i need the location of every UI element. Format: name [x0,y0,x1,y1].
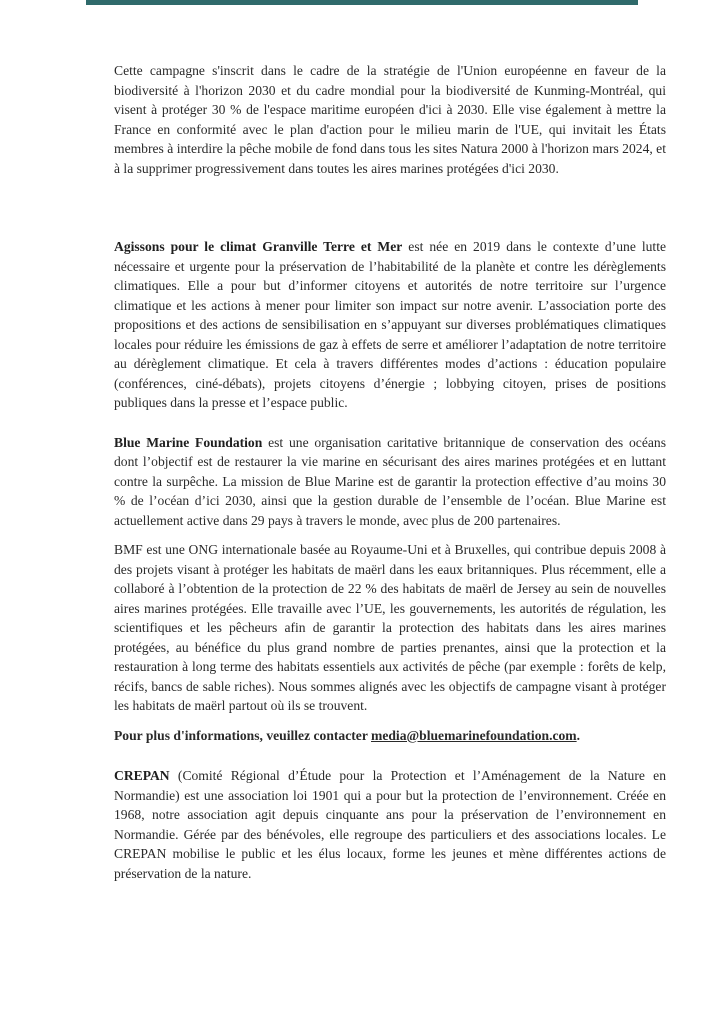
contact-email-link[interactable]: media@bluemarinefoundation.com [371,727,577,743]
paragraph-blue-marine-text: est une organisation caritative britannique de conservation des océans dont l’objectif est de restaurer la vie marine en sécurisant des aires marines protégées et en luttant contre la surpêche. La mission de Blue Marine est de garantir la protection effective d’au moins 30 % de l’océan d’ici 2030, ainsi que la gestion durable de l’ensemble de l’océan. Blue Marine est actuellement active dans 29 pays à travers le monde, avec plus de 200 partenaires. [114,434,666,528]
paragraph-crepan-text: (Comité Régional d’Étude pour la Protection et l’Aménagement de la Nature en Normandie) est une association loi 1901 qui a pour but la protection de l’environnement. Créée en 1968, notre association agit depuis cinquante ans pour la préservation de l’environnement en Normandie. Gérée par des bénévoles, elle regroupe des particuliers et des associations locales. Le CREPAN mobilise le public et les élus locaux, forme les jeunes et mène différentes actions de préservation de la nature. [114,768,666,881]
paragraph-agissons [114,237,666,413]
paragraph-agissons-text: est née en 2019 dans le contexte d’une lutte nécessaire et urgente pour la préservation de l’habitabilité de la planète et contre les dérèglements climatiques. Elle a pour but d’informer citoyens et autorités de notre territoire sur l’urgence climatique et les actions à mener pour limiter son impact sur notre avenir. L’association porte des propositions et des actions de sensibilisation en s’appuyant sur diverses problématiques climatiques locales pour réduire les émissions de gaz à effets de serre et améliorer l’adaptation de notre territoire au dérèglement climatique. Et cela à travers différentes modes d’actions : éducation populaire (conférences, ciné-débats), projets citoyens d’énergie ; lobbying citoyen, prises de positions publiques dans la presse et l’espace public. [114,239,667,410]
paragraph-blue-marine [114,433,666,531]
paragraph-crepan [114,766,666,883]
org-name-blue-marine: Blue Marine Foundation [114,434,263,450]
paragraph-intro: Cette campagne s'inscrit dans le cadre de la stratégie de l'Union européenne en faveur de la biodiversité à l'horizon 2030 et du cadre mondial pour la biodiversité de Kunming-Montréal, qui visent à protéger 30 % de l'espace maritime européen d'ici à 2030. Elle vise également à mettre la France en conformité avec le plan d'action pour le milieu marin de l'UE, qui invitait les États membres à interdire la pêche mobile de fond dans tous les sites Natura 2000 à l'horizon mars 2024, et à la supprimer progressivement dans toutes les aires marines protégées d'ici 2030. [114,63,666,176]
document-body [114,61,666,883]
header-bar [86,0,638,5]
org-name-agissons: Agissons pour le climat Granville Terre et Mer [114,239,403,254]
contact-end: . [576,727,581,743]
paragraph-bmf-details: BMF est une ONG internationale basée au Royaume-Uni et à Bruxelles, qui contribue depuis 2008 à des projets visant à protéger les habitats de maërl dans les eaux britanniques. Plus récemment, elle a collaboré à l’obtention de la protection de 22 % des habitats de maërl de Jersey au sein de nouvelles aires marines protégées. Elle travaille avec l’UE, les gouvernements, les autorités de régulation, les scientifiques et les pêcheurs afin de garantir la protection des habitats dans les aires marines protégées, au bénéfice du plus grand nombre de parties prenantes, ainsi que la protection et la restauration à long terme des habitats essentiels aux activités de pêche (par exemple : forêts de kelp, récifs, bancs de sable riches). Nous sommes alignés avec les objectifs de campagne visant à protéger les habitats de maërl partout où ils se trouvent. [114,542,666,713]
org-name-crepan: CREPAN [114,768,170,783]
contact-text: Pour plus d'informations, veuillez contacter [114,727,372,743]
contact-line [114,726,666,746]
